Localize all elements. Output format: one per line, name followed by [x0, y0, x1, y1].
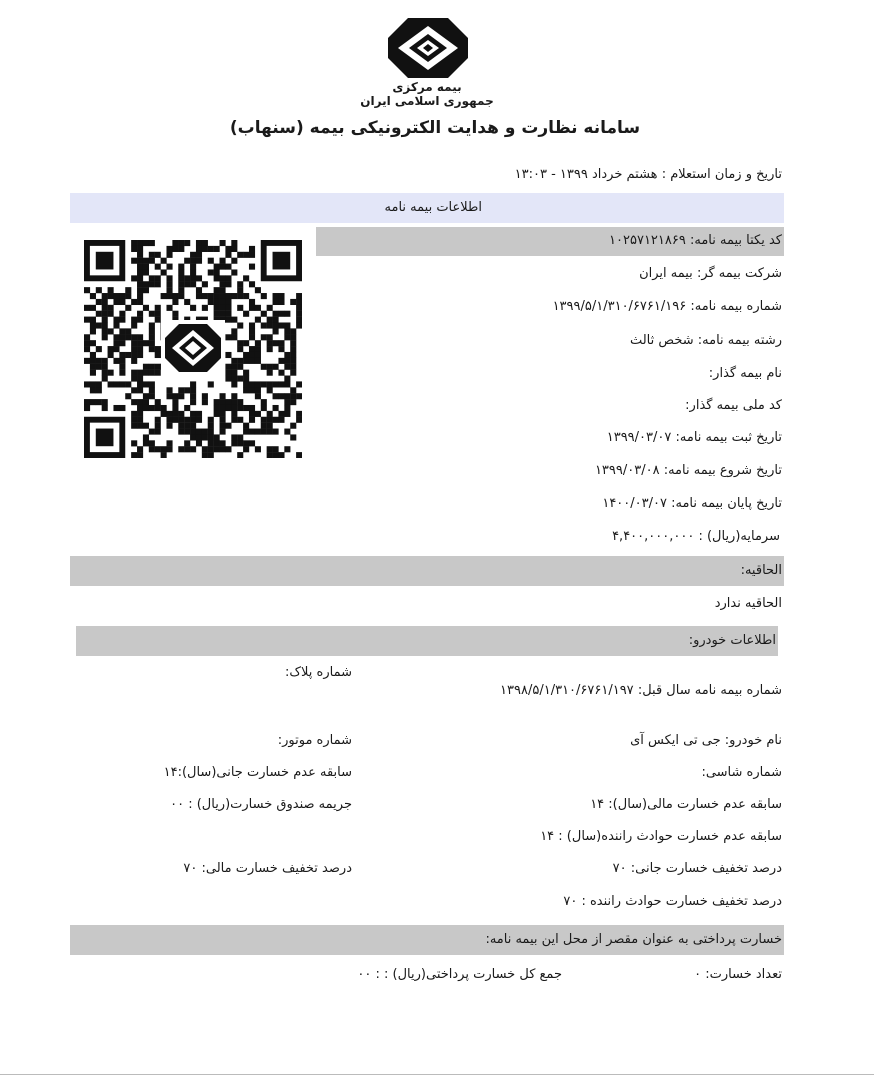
policy-number-value: ۱۳۹۹/۵/۱/۳۱۰/۶۷۶۱/۱۹۶	[552, 299, 687, 314]
organization-line2: جمهوری اسلامی ایران	[360, 94, 494, 108]
driver-discount-row: درصد تخفیف خسارت حوادث راننده : ۷۰	[563, 894, 782, 909]
inquiry-row	[515, 167, 782, 182]
fund-fine-value: ۰۰	[170, 797, 185, 812]
start-date-row: تاریخ شروع بیمه نامه: ۱۳۹۹/۰۳/۰۸	[594, 463, 782, 478]
reg-date-value: ۱۳۹۹/۰۳/۰۷	[606, 430, 672, 445]
inquiry-label: تاریخ و زمان استعلام :	[661, 167, 782, 182]
organization-name	[360, 80, 494, 108]
capital-value: ۴,۴۰۰,۰۰۰,۰۰۰	[612, 529, 695, 544]
unique-code-value: ۱۰۲۵۷۱۲۱۸۶۹	[609, 233, 686, 248]
life-claim-row: سابقه عدم خسارت جانی(سال):۱۴	[163, 765, 352, 780]
driver-claim-value: ۱۴	[540, 829, 555, 844]
end-date-value: ۱۴۰۰/۰۳/۰۷	[602, 496, 667, 511]
unique-code-row: کد یکتا بیمه نامه: ۱۰۲۵۷۱۲۱۸۶۹	[609, 233, 782, 248]
prev-policy-value: ۱۳۹۸/۵/۱/۳۱۰/۶۷۶۱/۱۹۷	[500, 683, 634, 698]
inquiry-value: هشتم خرداد ۱۳۹۹ - ۱۳:۰۳	[514, 167, 658, 182]
organization-line1: بیمه مرکزی	[392, 80, 462, 94]
end-date-row: تاریخ پایان بیمه نامه: ۱۴۰۰/۰۳/۰۷	[602, 496, 782, 511]
claims-total-row: جمع کل خسارت پرداختی(ریال) : : ۰۰	[357, 967, 562, 982]
policy-field-row: رشته بیمه نامه: شخص ثالث	[629, 333, 782, 348]
driver-claim-row: سابقه عدم خسارت حوادث راننده(سال) : ۱۴	[540, 829, 782, 844]
company-row: شرکت بیمه گر: بیمه ایران	[639, 266, 782, 281]
system-title: سامانه نظارت و هدایت الکترونیکی بیمه (سنهاب)	[229, 118, 641, 138]
fund-fine-row: جریمه صندوق خسارت(ریال) : ۰۰	[170, 797, 352, 812]
model-value: جی تی ایکس آی	[630, 733, 721, 748]
policy-section-title: اطلاعات بیمه نامه	[384, 200, 482, 215]
life-discount-row: درصد تخفیف خسارت جانی: ۷۰	[612, 861, 782, 876]
engine-row: شماره موتور:	[277, 733, 352, 748]
start-date-value: ۱۳۹۹/۰۳/۰۸	[594, 463, 660, 478]
life-discount-value: ۷۰	[612, 861, 627, 876]
endorsement-value: الحاقیه ندارد	[714, 596, 782, 611]
claims-section-title: خسارت پرداختی به عنوان مقصر از محل این بیمه نامه:	[485, 932, 782, 947]
holder-id-row: کد ملی بیمه گذار:	[685, 398, 782, 413]
claims-count-value: ۰	[694, 967, 702, 982]
policy-number-row: شماره بیمه نامه: ۱۳۹۹/۵/۱/۳۱۰/۶۷۶۱/۱۹۶	[552, 299, 782, 314]
company-value: بیمه ایران	[639, 266, 693, 281]
claims-total-value: : ۰۰	[357, 967, 380, 982]
life-claim-value: ۱۴	[163, 765, 178, 780]
vehicle-section-bar	[76, 626, 778, 656]
property-discount-row: درصد تخفیف خسارت مالی: ۷۰	[183, 861, 352, 876]
bottom-rule	[0, 1074, 874, 1075]
chassis-row: شماره شاسی:	[701, 765, 782, 780]
property-discount-value: ۷۰	[183, 861, 198, 876]
prev-policy-row: شماره بیمه نامه سال قبل: ۱۳۹۸/۵/۱/۳۱۰/۶۷۶۱/۱۹۷	[500, 683, 782, 698]
plate-row: شماره پلاک:	[285, 665, 352, 680]
endorsement-bar	[70, 556, 784, 586]
model-row: نام خودرو: جی تی ایکس آی	[630, 733, 782, 748]
capital-row: سرمایه(ریال) : ۴,۴۰۰,۰۰۰,۰۰۰	[612, 529, 780, 544]
reg-date-row: تاریخ ثبت بیمه نامه: ۱۳۹۹/۰۳/۰۷	[606, 430, 782, 445]
policy-field-value: شخص ثالث	[629, 333, 694, 348]
qr-code-icon	[84, 240, 302, 458]
property-claim-row: سابقه عدم خسارت مالی(سال): ۱۴	[590, 797, 782, 812]
endorsement-title: الحاقیه:	[740, 563, 782, 578]
driver-discount-value: ۷۰	[563, 894, 578, 909]
vehicle-section-title: اطلاعات خودرو:	[688, 633, 776, 648]
claims-count-row: تعداد خسارت: ۰	[694, 967, 782, 982]
property-claim-value: ۱۴	[590, 797, 605, 812]
holder-name-row: نام بیمه گذار:	[708, 366, 782, 381]
